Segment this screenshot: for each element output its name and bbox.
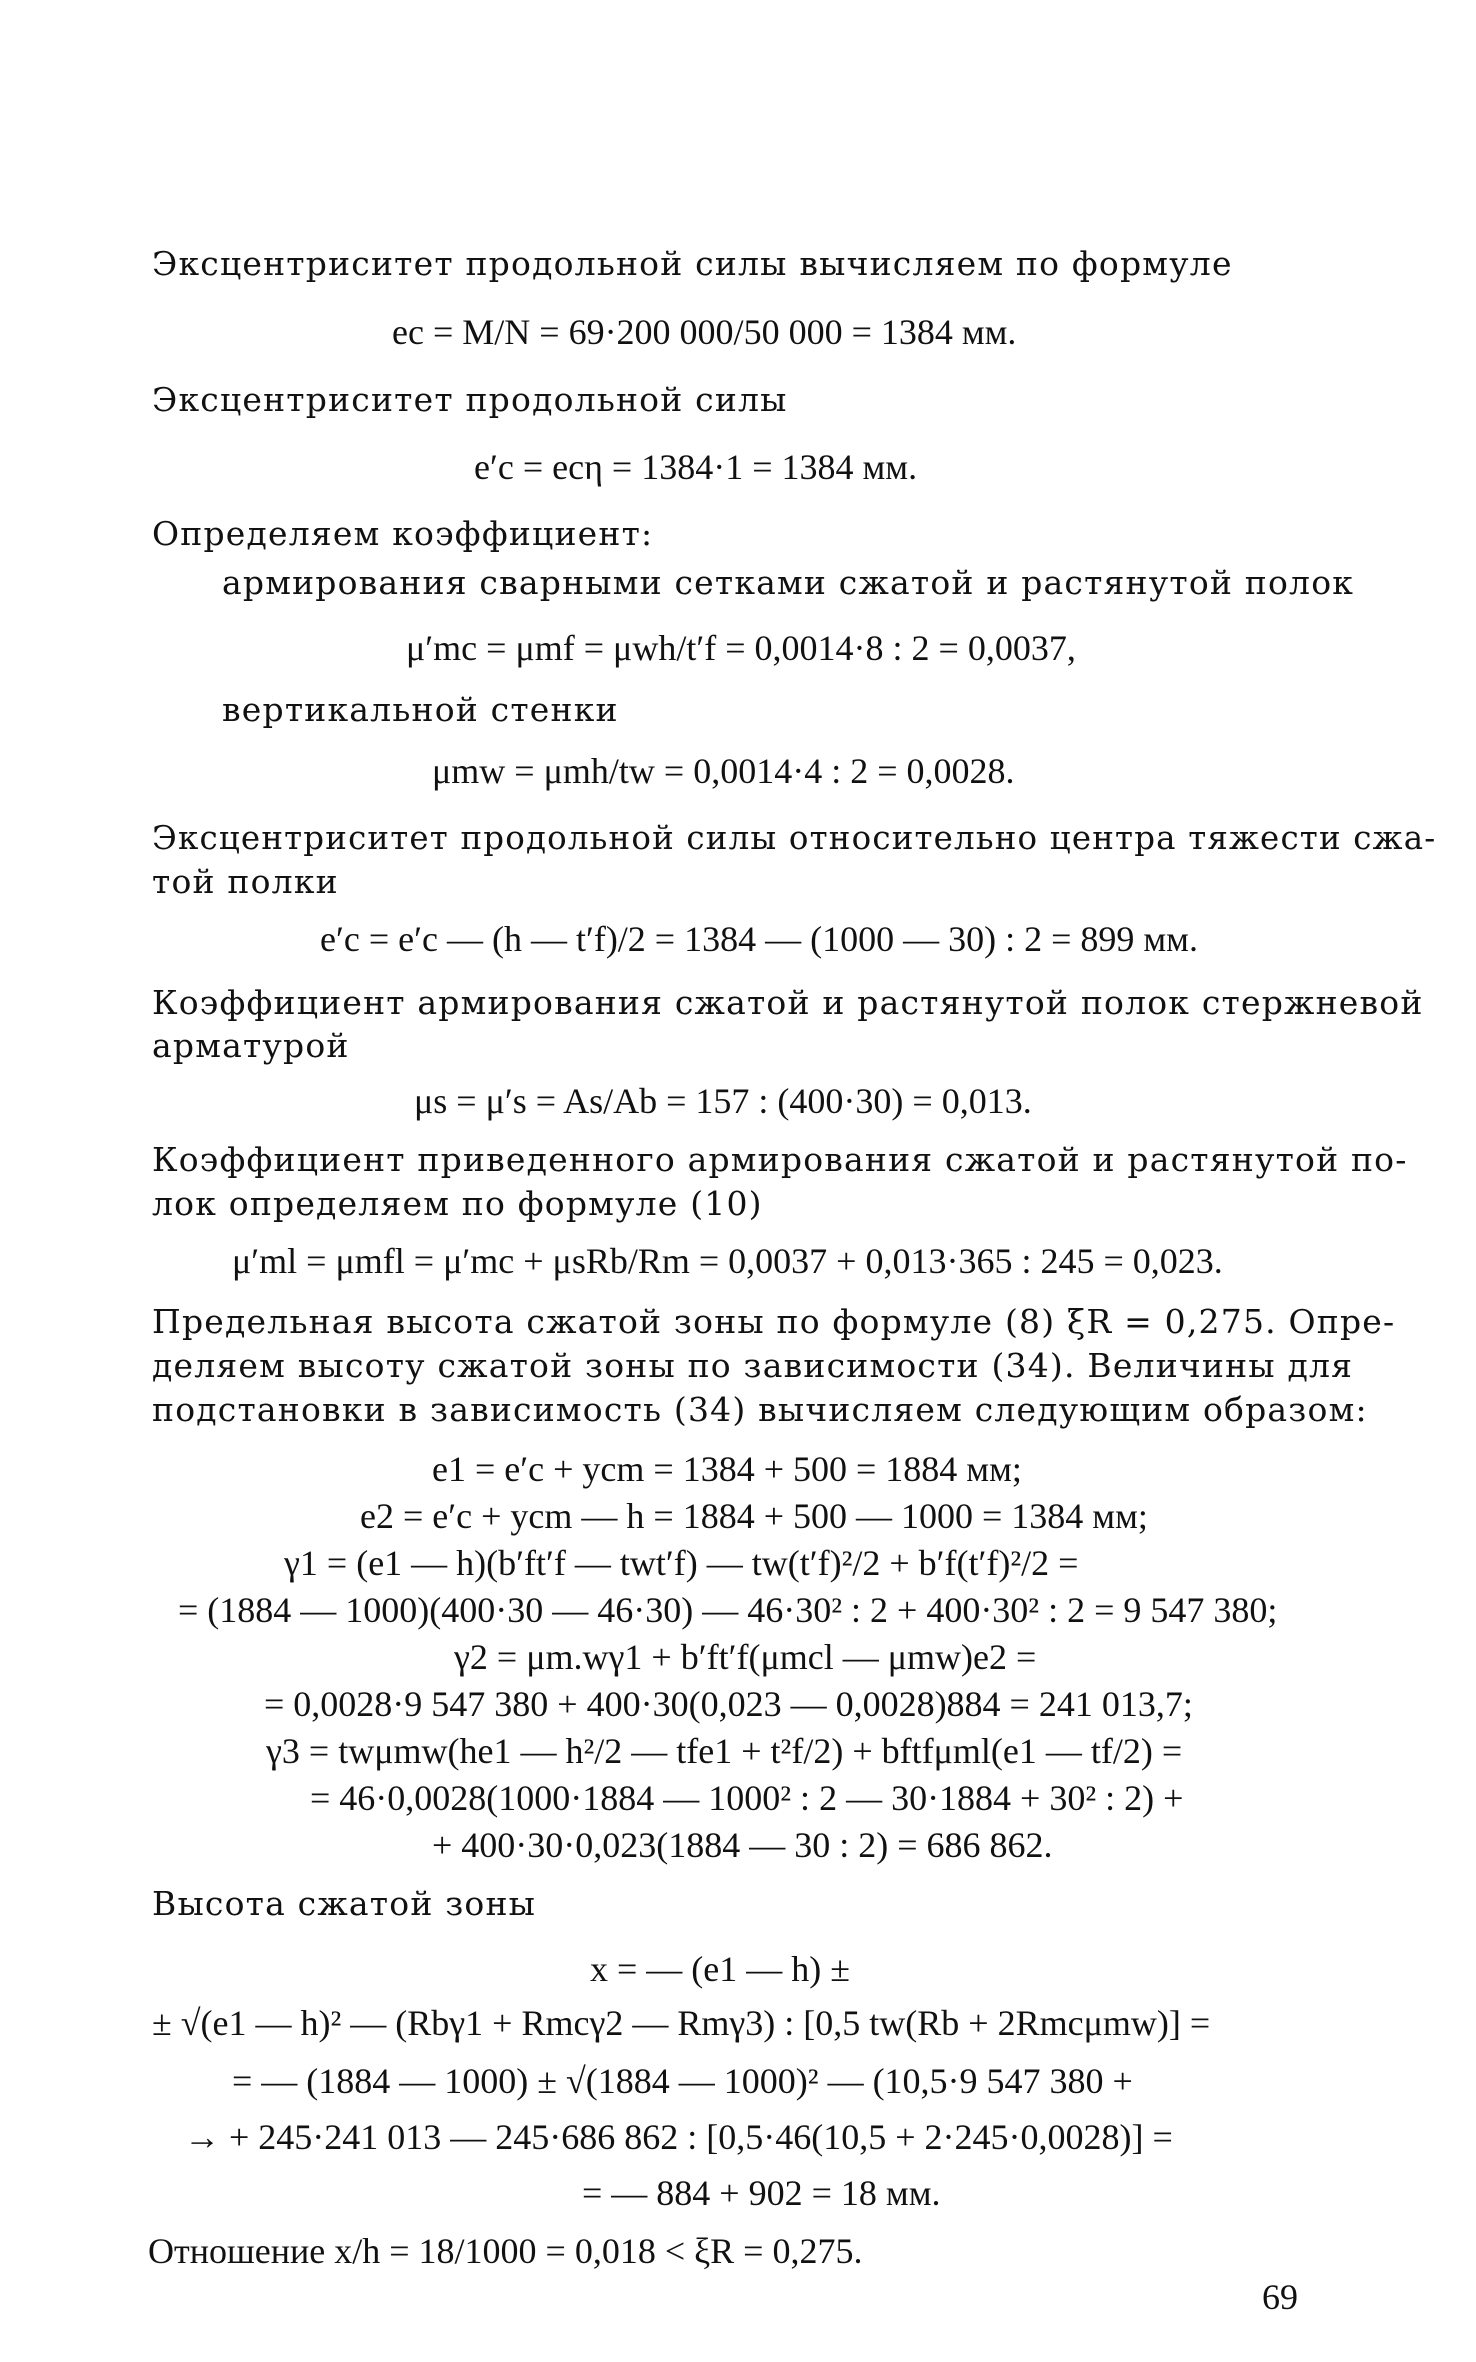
formula-line-35: → + 245·241 013 — 245·686 862 : [0,5·46(10,5 + 2·245·0,0028)] = [184, 2117, 1173, 2157]
formula-line-26: γ2 = μm.wγ1 + b′ft′f(μmcl — μmw)e2 = [454, 1637, 1037, 1677]
formula-line-28: γ3 = twμmw(he1 — h²/2 — tfe1 + t²f/2) + bftfμml(e1 — tf/2) = [266, 1731, 1183, 1771]
formula-line-23: e2 = e′c + ycm — h = 1884 + 500 — 1000 = 1384 мм; [360, 1496, 1148, 1536]
formula-line-24: γ1 = (e1 — h)(b′ft′f — twt′f) — tw(t′f)²/2 + b′f(t′f)²/2 = [284, 1543, 1079, 1583]
formula-line-37: Отношение x/h = 18/1000 = 0,018 < ξR = 0,275. [148, 2231, 863, 2271]
formula-line-7: μ′mc = μmf = μwh/t′f = 0,0014·8 : 2 = 0,0037, [406, 628, 1076, 668]
text-line-3: Эксцентриситет продольной силы [152, 380, 788, 419]
text-line-1: Эксцентриситет продольной силы вычисляем по формуле [152, 244, 1233, 283]
text-line-5: Определяем коэффициент: [152, 514, 654, 553]
text-line-13: Коэффициент армирования сжатой и растянутой полок стержневой [152, 983, 1424, 1022]
formula-line-25: = (1884 — 1000)(400·30 — 46·30) — 46·30² : 2 + 400·30² : 2 = 9 547 380; [178, 1590, 1278, 1630]
text-line-14: арматурой [152, 1026, 350, 1065]
formula-line-34: = — (1884 — 1000) ± √(1884 — 1000)² — (10,5·9 547 380 + [232, 2061, 1133, 2101]
page-number: 69 [1262, 2277, 1298, 2317]
formula-line-2: eс = M/N = 69·200 000/50 000 = 1384 мм. [392, 312, 1017, 352]
formula-line-9: μmw = μmh/tw = 0,0014·4 : 2 = 0,0028. [432, 751, 1015, 791]
formula-line-18: μ′ml = μmfl = μ′mc + μsRb/Rm = 0,0037 + 0,013·365 : 245 = 0,023. [232, 1241, 1223, 1281]
text-line-16: Коэффициент приведенного армирования сжатой и растянутой по- [152, 1140, 1408, 1179]
text-line-19: Предельная высота сжатой зоны по формуле (8) ξR = 0,275. Опре- [152, 1302, 1396, 1341]
formula-line-15: μs = μ′s = As/Ab = 157 : (400·30) = 0,013. [414, 1081, 1032, 1121]
formula-line-27: = 0,0028·9 547 380 + 400·30(0,023 — 0,0028)884 = 241 013,7; [264, 1684, 1193, 1724]
text-line-20: деляем высоту сжатой зоны по зависимости (34). Величины для [152, 1346, 1354, 1385]
formula-line-4: e′c = ecη = 1384·1 = 1384 мм. [474, 447, 918, 487]
text-line-21: подстановки в зависимость (34) вычисляем следующим образом: [152, 1390, 1368, 1429]
formula-line-29: = 46·0,0028(1000·1884 — 1000² : 2 — 30·1884 + 30² : 2) + [310, 1778, 1184, 1818]
text-line-10: Эксцентриситет продольной силы относительно центра тяжести сжа- [152, 818, 1437, 857]
formula-line-12: e′c = e′c — (h — t′f)/2 = 1384 — (1000 — 30) : 2 = 899 мм. [320, 919, 1198, 959]
formula-line-36: = — 884 + 902 = 18 мм. [582, 2173, 941, 2213]
text-line-17: лок определяем по формуле (10) [152, 1184, 763, 1223]
text-line-31: Высота сжатой зоны [152, 1884, 537, 1923]
text-line-8: вертикальной стенки [222, 690, 619, 729]
formula-line-30: + 400·30·0,023(1884 — 30 : 2) = 686 862. [432, 1825, 1053, 1865]
formula-line-32: x = — (e1 — h) ± [590, 1949, 851, 1989]
text-line-6: армирования сварными сетками сжатой и растянутой полок [222, 563, 1355, 602]
text-line-11: той полки [152, 862, 339, 901]
formula-line-33: ± √(e1 — h)² — (Rbγ1 + Rmcγ2 — Rmγ3) : [0,5 tw(Rb + 2Rmcμmw)] = [152, 2003, 1211, 2043]
formula-line-22: e1 = e′c + ycm = 1384 + 500 = 1884 мм; [432, 1449, 1022, 1489]
